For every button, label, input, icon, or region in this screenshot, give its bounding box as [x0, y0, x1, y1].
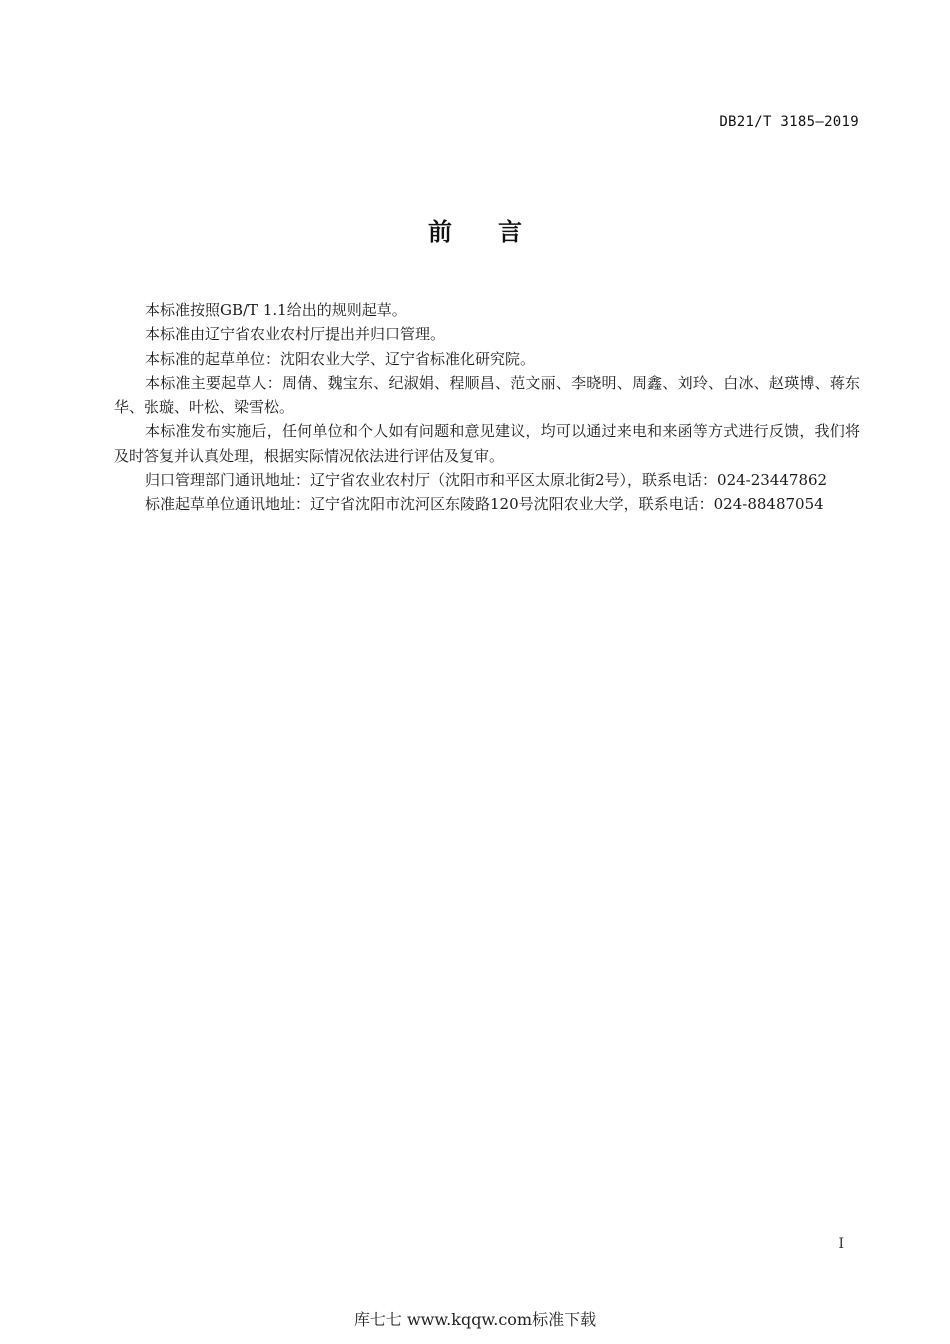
title-char-1: 前	[428, 218, 452, 246]
paragraph-management-address: 归口管理部门通讯地址：辽宁省农业农村厅（沈阳市和平区太原北街2号），联系电话：024-23447862	[145, 471, 828, 490]
document-number: DB21/T 3185—2019	[719, 114, 859, 130]
paragraph-drafting-rules: 本标准按照GB/T 1.1给出的规则起草。	[145, 301, 407, 319]
paragraph-feedback: 本标准发布实施后，任何单位和个人如有问题和意见建议，均可以通过来电和来函等方式进行反馈，我们将及时答复并认真处理，根据实际情况依法进行评估及复审。	[114, 422, 860, 465]
title-char-2: 言	[498, 218, 522, 246]
paragraph-drafting-units: 本标准的起草单位：沈阳农业大学、辽宁省标准化研究院。	[145, 349, 536, 368]
paragraph-drafter-address: 标准起草单位通讯地址：辽宁省沈阳市沈河区东陵路120号沈阳农业大学，联系电话：024-88487054	[145, 495, 824, 514]
paragraph-proposer: 本标准由辽宁省农业农村厅提出并归口管理。	[145, 325, 446, 344]
preface-body	[114, 298, 860, 517]
footer-watermark: 库七七 www.kqqw.com标准下载	[353, 1310, 597, 1329]
page-title	[0, 212, 950, 247]
page-number: I	[838, 1236, 844, 1252]
paragraph-drafters: 本标准主要起草人：周倩、魏宝东、纪淑娟、程顺昌、范文丽、李晓明、周鑫、刘玲、白冰、赵瑛博、蒋东华、张璇、叶松、梁雪松。	[114, 373, 860, 417]
